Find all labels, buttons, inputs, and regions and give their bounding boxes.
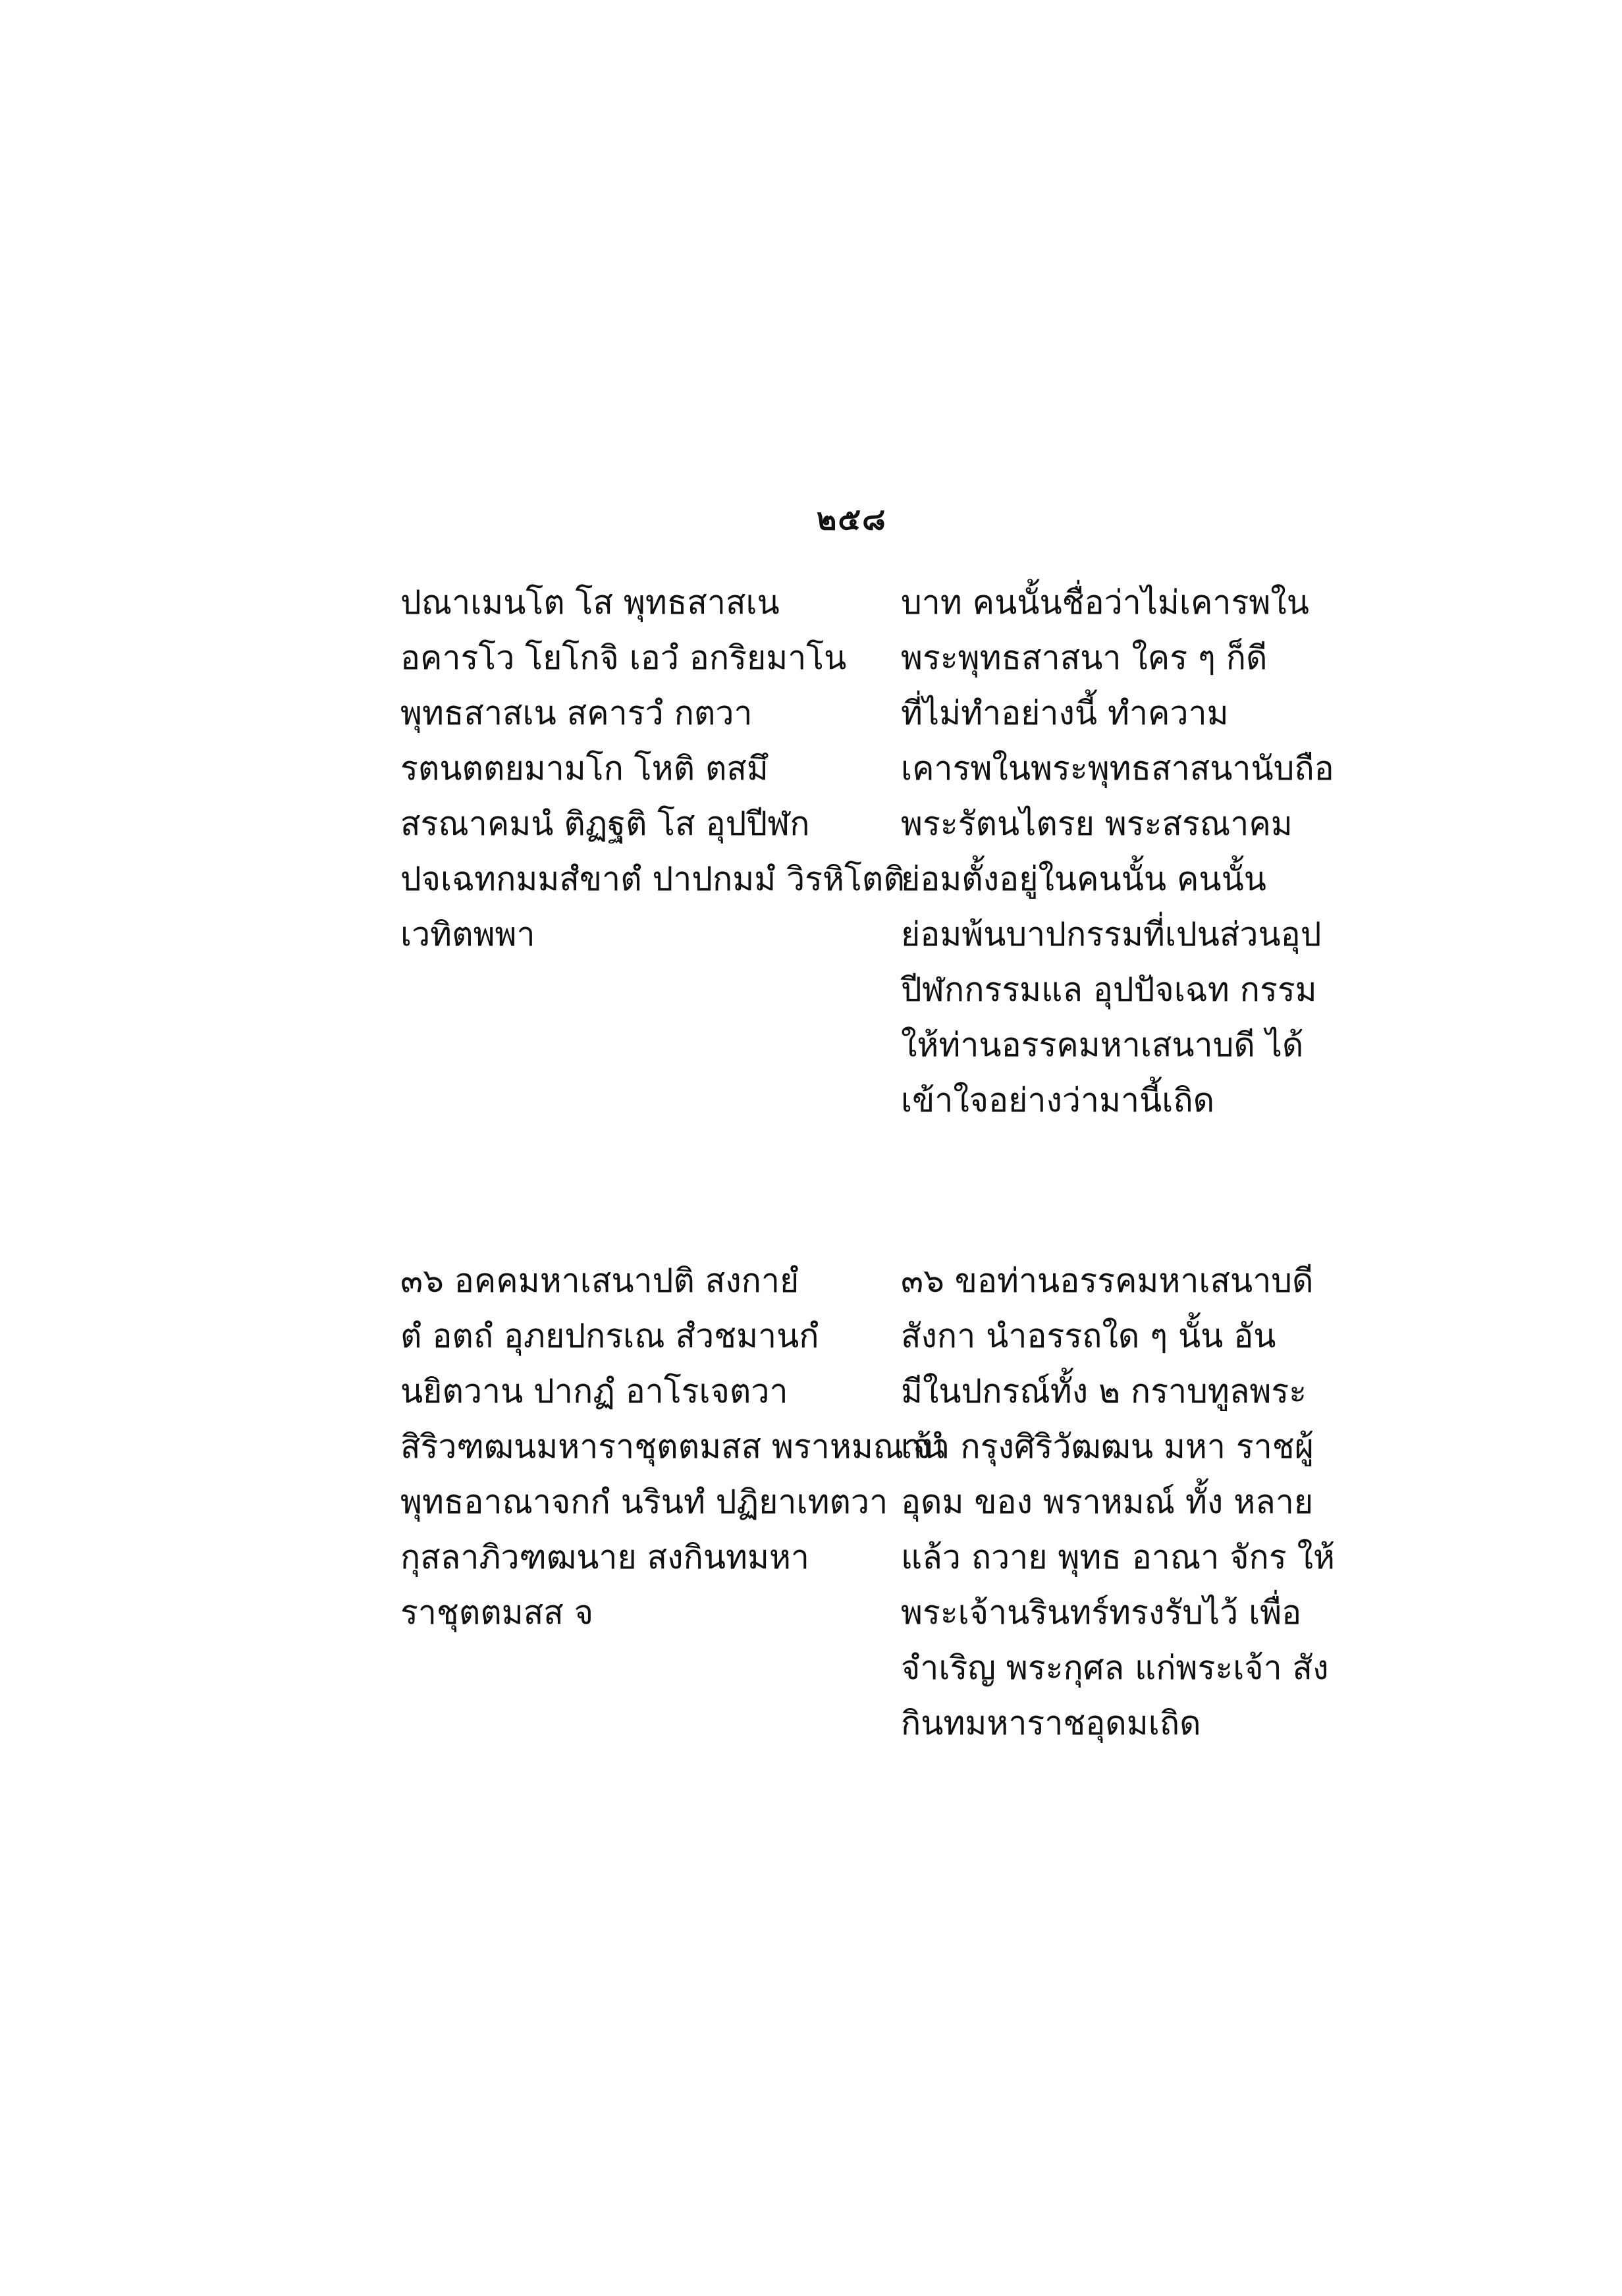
text-line: ตํ อตถํ อุภยปกรเณ สํวชมานกํ [400, 1317, 819, 1355]
text-line: พระเจ้านรินทร์ทรงรับไว้ เพื่อ [901, 1593, 1302, 1632]
text-line: ราชุตตมสส จ [400, 1593, 593, 1632]
text-line: พระพุทธสาสนา ใคร ๆ ก็ดี [901, 639, 1268, 677]
text-line: ๓๖ ขอท่านอรรคมหาเสนาบดี [901, 1262, 1314, 1300]
text-line: พุทธอาณาจกกํ นรินทํ ปฏิยาเทตวา [400, 1483, 888, 1521]
text-line: เข้าใจอย่างว่ามานี้เถิด [901, 1081, 1215, 1119]
text-line: ๓๖ อคคมหาเสนาปติ สงกายํ [400, 1262, 799, 1300]
text-line: แล้ว ถวาย พุทธ อาณา จักร ให้ [901, 1538, 1335, 1576]
text-line: กุสลาภิวฑฒนาย สงกินทมหา [400, 1538, 809, 1576]
text-line: สิริวฑฒนมหาราชุตตมสส พราหมณานํ [400, 1428, 945, 1466]
text-line: เวทิตพพา [400, 915, 535, 953]
text-line: ให้ท่านอรรคมหาเสนาบดี ได้ [901, 1026, 1304, 1064]
text-line: พุทธสาสเน สคารวํ กตวา [400, 694, 753, 732]
text-line: อุดม ของ พราหมณ์ ทั้ง หลาย [901, 1483, 1314, 1521]
text-line: เจ้า กรุงศิริวัฒฒน มหา ราชผู้ [901, 1428, 1314, 1466]
text-line: นยิตวาน ปากฏํ อาโรเจตวา [400, 1372, 788, 1410]
text-line: สรณาคมนํ ติฏฐติ โส อุปปีฬก [400, 805, 810, 843]
text-line: ย่อมตั้งอยู่ในคนนั้น คนนั้น [901, 860, 1266, 898]
text-line: สังกา นำอรรถใด ๆ นั้น อัน [901, 1317, 1276, 1355]
page-number: ๒๕๘ [817, 501, 887, 537]
text-line: ปณาเมนโต โส พุทธสาสเน [400, 583, 780, 622]
text-line: ที่ไม่ทำอย่างนี้ ทำความ [901, 694, 1229, 732]
text-line: ย่อมพ้นบาปกรรมที่เปนส่วนอุป [901, 915, 1322, 953]
text-line: พระรัตนไตรย พระสรณาคม [901, 805, 1293, 843]
text-line: เคารพในพระพุทธสาสนานับถือ [901, 749, 1334, 788]
text-line: มีในปกรณ์ทั้ง ๒ กราบทูลพระ [901, 1372, 1307, 1410]
text-line: บาท คนนั้นชื่อว่าไม่เคารพใน [901, 583, 1309, 622]
text-line: อคารโว โยโกจิ เอวํ อกริยมาโน [400, 639, 847, 677]
text-line: จำเริญ พระกุศล แก่พระเจ้า สัง [901, 1649, 1329, 1687]
text-line: ปีฬกกรรมแล อุปปัจเฉท กรรม [901, 971, 1317, 1009]
text-line: รตนตตยมามโก โหติ ตสมึ [400, 749, 769, 788]
text-line: ปจเฉทกมมสํขาตํ ปาปกมมํ วิรหิโตติ [400, 860, 905, 898]
text-line: กินทมหาราชอุดมเถิด [901, 1704, 1201, 1742]
